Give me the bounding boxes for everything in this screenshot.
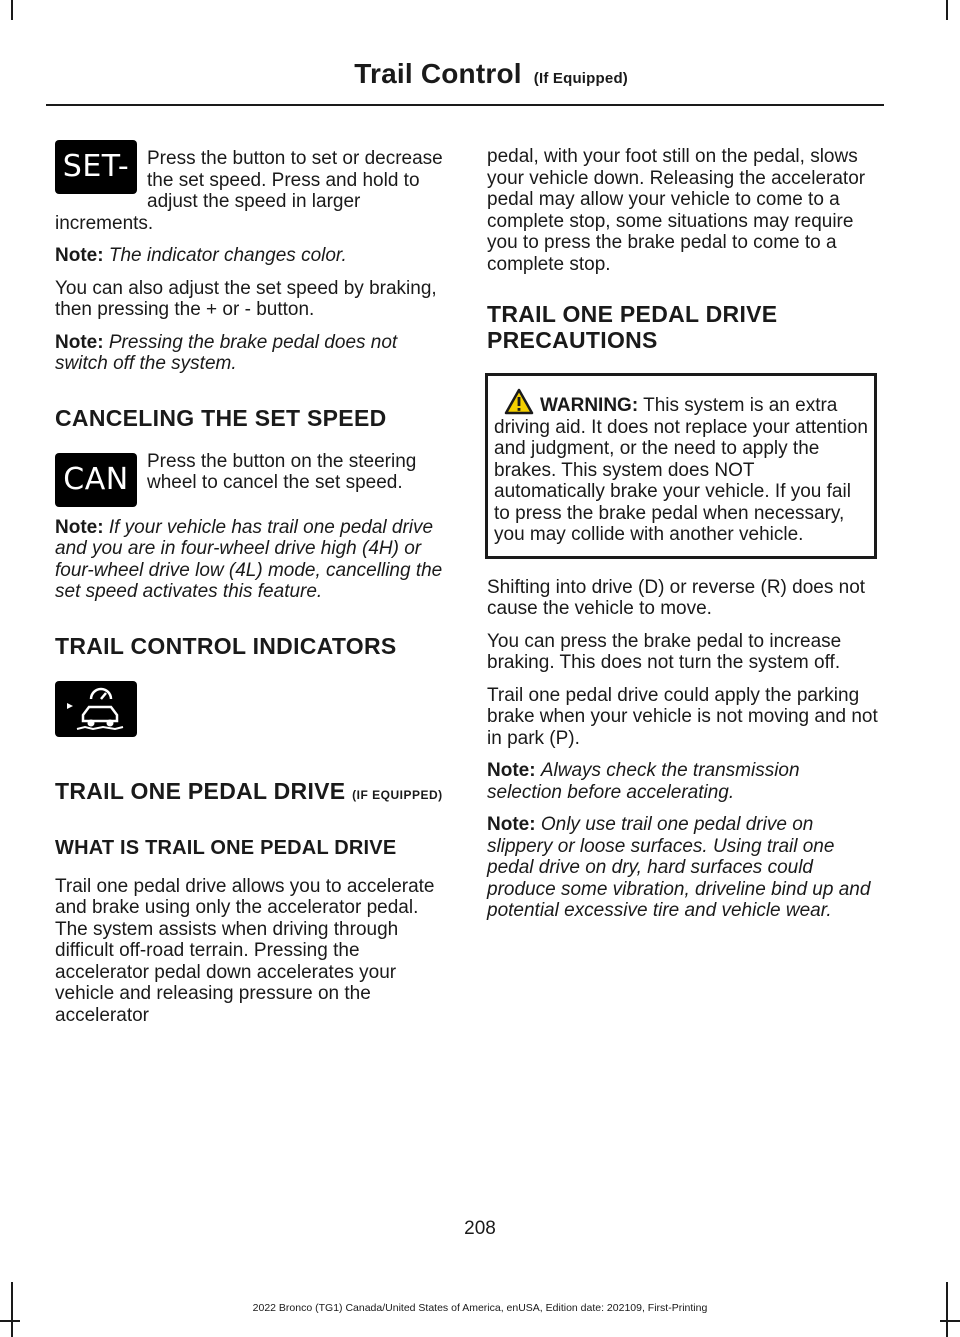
- warning-text: This system is an extra driving aid. It does not replace your attention and judgment, or the need to apply the brakes. This system does NOT automatically brake your vehicle. If you fail to press the brake pedal when necessary, you may collide with another vehicle.: [494, 395, 868, 545]
- note-label: Note:: [487, 814, 536, 835]
- note-text: The indicator changes color.: [108, 245, 347, 266]
- note-text: Pressing the brake pedal does not switch off the system.: [55, 331, 398, 374]
- note-transmission: [487, 760, 879, 803]
- heading-what-is-topd: WHAT IS TRAIL ONE PEDAL DRIVE: [55, 836, 397, 859]
- note-text: Always check the transmission selection before accelerating.: [487, 760, 800, 803]
- warning-label: WARNING:: [540, 395, 639, 416]
- note-cancel: [55, 517, 447, 603]
- footer-edition: 2022 Bronco (TG1) Canada/United States of America, enUSA, Edition date: 202109, First-Printing: [252, 1302, 708, 1314]
- warning-triangle-icon: [504, 388, 534, 415]
- cancel-text: Press the button on the steering wheel to cancel the set speed.: [147, 450, 417, 493]
- note-text: If your vehicle has trail one pedal drive and you are in four-wheel drive high (4H) or four-wheel drive low (4L) mode, cancelling the set speed activates this feature.: [55, 516, 443, 602]
- cancel-button-icon: CAN: [55, 453, 137, 507]
- heading-topd-main: TRAIL ONE PEDAL DRIVE: [55, 777, 346, 804]
- trail-control-indicator-graphic: [63, 685, 129, 733]
- page-number: 208: [464, 1218, 496, 1239]
- page-title-main: Trail Control: [354, 58, 522, 89]
- para-press-brake: You can press the brake pedal to increase braking. This does not turn the system off.: [487, 630, 842, 673]
- heading-canceling-set-speed: CANCELING THE SET SPEED: [55, 404, 387, 431]
- note-surfaces: [487, 814, 879, 922]
- note-label: Note:: [55, 516, 104, 538]
- para-continued: pedal, with your foot still on the pedal, slows your vehicle down. Releasing the accelerator pedal may allow your vehicle to come to a complete stop, some situations may require you to press the brake pedal to come to a complete stop.: [487, 146, 866, 275]
- left-column: [55, 140, 447, 1037]
- note-label: Note:: [487, 760, 536, 781]
- set-minus-button-icon: SET-: [55, 140, 137, 194]
- crop-mark-top-left: [11, 0, 13, 20]
- note-label: Note:: [55, 331, 104, 353]
- note-label: Note:: [55, 245, 104, 266]
- para-braking: You can also adjust the set speed by braking, then pressing the + or - button.: [55, 277, 437, 320]
- crop-mark-top-right: [946, 0, 948, 20]
- note-indicator-color: [55, 245, 447, 267]
- heading-trail-control-indicators: TRAIL CONTROL INDICATORS: [55, 632, 397, 659]
- para-what-is-topd: Trail one pedal drive allows you to accelerate and brake using only the accelerator pedal. The system assists when driving through difficult off-road terrain. Pressing the accelerator pedal down accelerates your vehicle and releasing pressure on the accelerator: [55, 875, 435, 1026]
- heading-trail-one-pedal-drive: [55, 771, 447, 815]
- para-parking-brake: Trail one pedal drive could apply the parking brake when your vehicle is not moving and not in park (P).: [487, 684, 878, 749]
- header-rule: [46, 104, 884, 106]
- set-minus-text: Press the button to set or decrease the set speed. Press and hold to adjust the speed in larger increments.: [55, 148, 443, 234]
- note-text: Only use trail one pedal drive on slippery or loose surfaces. Using trail one pedal drive on dry, hard surfaces could produce some vibration, driveline bind up and potential excessive tire and vehicle wear.: [487, 814, 871, 921]
- page-title: [354, 58, 628, 90]
- heading-topd-precautions: TRAIL ONE PEDAL DRIVE PRECAUTIONS: [487, 301, 778, 353]
- para-shifting: Shifting into drive (D) or reverse (R) does not cause the vehicle to move.: [487, 576, 866, 619]
- right-column: [487, 146, 879, 933]
- warning-box: [485, 373, 877, 559]
- crop-mark-bottom-left-h: [0, 1320, 20, 1322]
- trail-control-indicator-icon: [55, 681, 137, 737]
- page-title-subtitle: (If Equipped): [533, 70, 628, 87]
- heading-topd-equipped: (IF EQUIPPED): [352, 787, 443, 802]
- crop-mark-bottom-right-h: [940, 1320, 960, 1322]
- note-brake-pedal: [55, 332, 447, 375]
